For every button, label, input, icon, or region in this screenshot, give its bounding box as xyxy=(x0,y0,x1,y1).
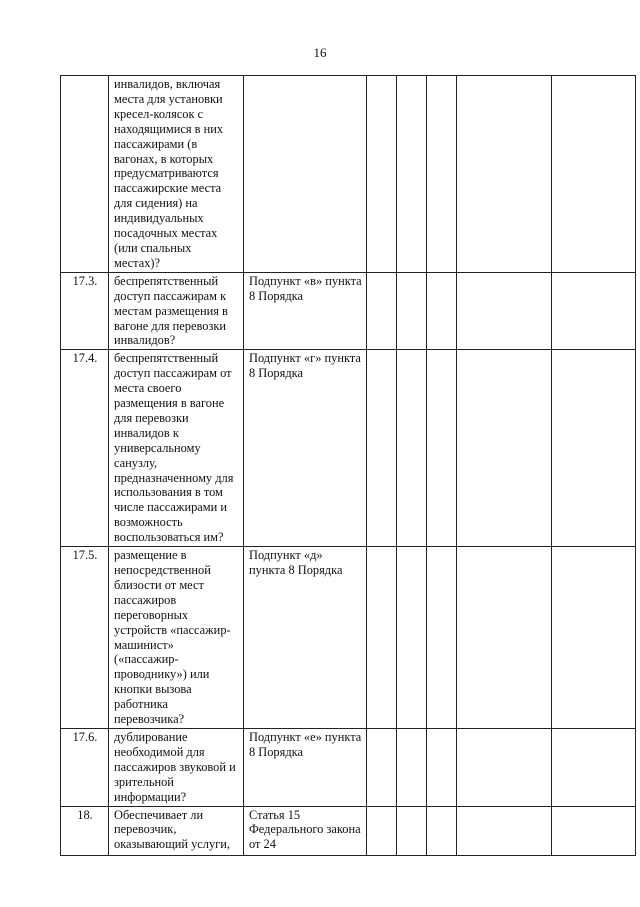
table-row xyxy=(61,547,636,729)
reference-cell: Подпункт «д» пункта 8 Порядка xyxy=(244,547,367,729)
table-row xyxy=(61,350,636,547)
table-row xyxy=(61,728,636,806)
remark-cell xyxy=(552,272,636,350)
table-row xyxy=(61,806,636,855)
item-number-cell: 17.6. xyxy=(61,728,109,806)
question-cell: Обеспечивает ли перевозчик, оказывающий услуги, xyxy=(109,806,244,855)
answer-yes-cell xyxy=(367,547,397,729)
question-cell: дублирование необходимой для пассажиров звуковой и зрительной информации? xyxy=(109,728,244,806)
note-cell xyxy=(457,272,552,350)
note-cell xyxy=(457,76,552,273)
note-cell xyxy=(457,350,552,547)
remark-cell xyxy=(552,350,636,547)
note-cell xyxy=(457,728,552,806)
reference-cell: Подпункт «е» пункта 8 Порядка xyxy=(244,728,367,806)
item-number-cell xyxy=(61,76,109,273)
reference-cell: Статья 15 Федерального закона от 24 xyxy=(244,806,367,855)
remark-cell xyxy=(552,547,636,729)
reference-cell xyxy=(244,76,367,273)
answer-yes-cell xyxy=(367,272,397,350)
note-cell xyxy=(457,806,552,855)
answer-yes-cell xyxy=(367,350,397,547)
answer-na-cell xyxy=(427,806,457,855)
question-cell: инвалидов, включая места для установки кресел-колясок с находящимися в них пассажирами (в вагонах, в которых предусматриваются пассажирские места для сидения) на индивидуальных посадочных местах (или спальных местах)? xyxy=(109,76,244,273)
answer-yes-cell xyxy=(367,76,397,273)
reference-cell: Подпункт «в» пункта 8 Порядка xyxy=(244,272,367,350)
remark-cell xyxy=(552,806,636,855)
reference-cell: Подпункт «г» пункта 8 Порядка xyxy=(244,350,367,547)
answer-na-cell xyxy=(427,272,457,350)
answer-na-cell xyxy=(427,728,457,806)
item-number-cell: 17.4. xyxy=(61,350,109,547)
answer-na-cell xyxy=(427,547,457,729)
question-cell: беспрепятственный доступ пассажирам от места своего размещения в вагоне для перевозки инвалидов к универсальному санузлу, предназначенному для использования в том числе пассажирами и возможность воспользоваться им? xyxy=(109,350,244,547)
answer-yes-cell xyxy=(367,728,397,806)
question-cell: беспрепятственный доступ пассажирам к местам размещения в вагоне для перевозки инвалидов? xyxy=(109,272,244,350)
answer-no-cell xyxy=(397,728,427,806)
answer-no-cell xyxy=(397,76,427,273)
answer-no-cell xyxy=(397,350,427,547)
note-cell xyxy=(457,547,552,729)
remark-cell xyxy=(552,76,636,273)
answer-no-cell xyxy=(397,547,427,729)
table-row xyxy=(61,76,636,273)
page-number: 16 xyxy=(313,45,327,60)
checklist-table xyxy=(60,75,636,856)
item-number-cell: 17.5. xyxy=(61,547,109,729)
answer-na-cell xyxy=(427,350,457,547)
item-number-cell: 17.3. xyxy=(61,272,109,350)
answer-yes-cell xyxy=(367,806,397,855)
answer-na-cell xyxy=(427,76,457,273)
answer-no-cell xyxy=(397,272,427,350)
item-number-cell: 18. xyxy=(61,806,109,855)
table-row xyxy=(61,272,636,350)
answer-no-cell xyxy=(397,806,427,855)
question-cell: размещение в непосредственной близости от мест пассажиров переговорных устройств «пассажир-машинист» («пассажир-проводнику») или кнопки вызова работника перевозчика? xyxy=(109,547,244,729)
remark-cell xyxy=(552,728,636,806)
